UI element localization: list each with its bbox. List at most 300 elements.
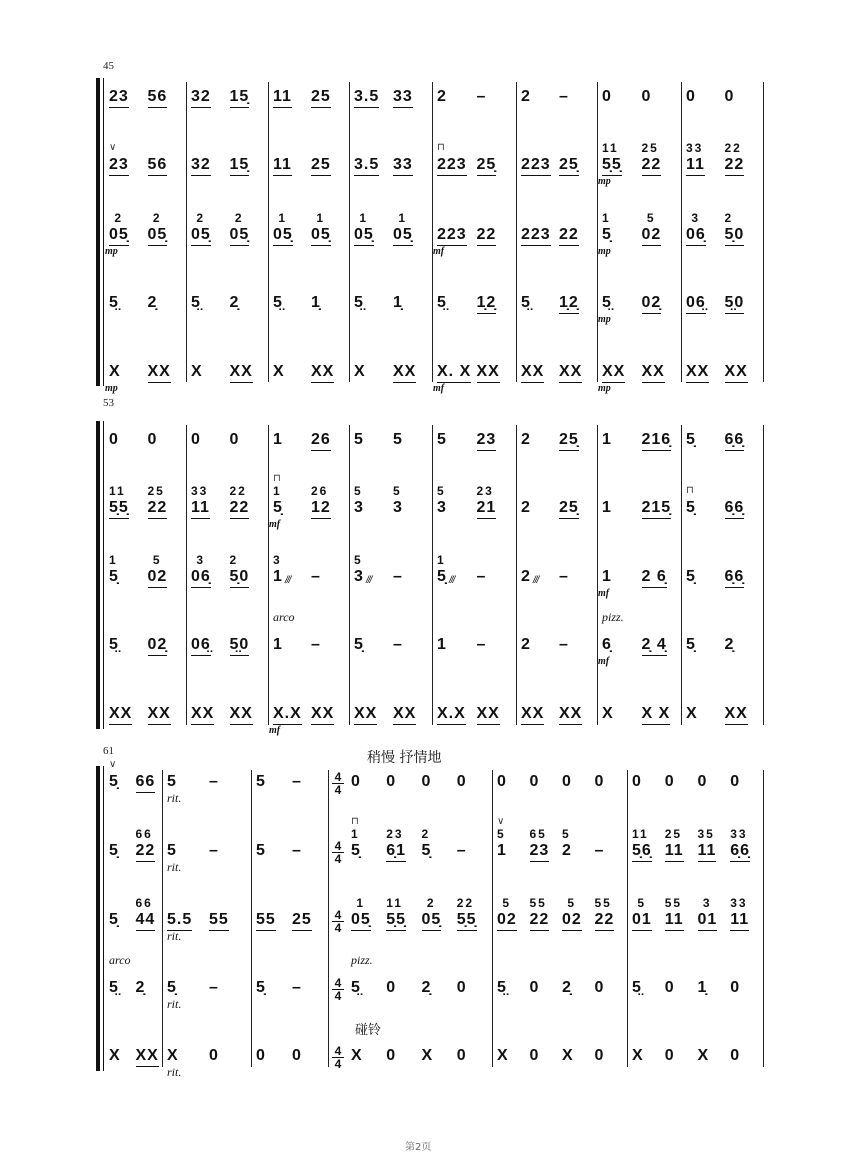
note-group: 05̣: [354, 226, 374, 246]
note-group: 05̣: [351, 911, 371, 931]
chord-upper-notes: 5: [641, 211, 656, 225]
measure-number: 53: [103, 397, 114, 409]
note-group: 5̤: [602, 294, 612, 311]
chord-upper-notes: 22: [724, 141, 742, 155]
chord-upper-notes: 5: [354, 553, 363, 567]
note-group: 0: [386, 979, 397, 996]
page-footer: 第2页: [405, 1142, 432, 1153]
note-group: 15̣: [230, 156, 250, 176]
dynamic-marking: mf: [598, 588, 610, 599]
note-group: 55: [256, 911, 276, 931]
note-group: X: [109, 363, 121, 380]
note-group: X X: [642, 705, 671, 725]
chord-upper-notes: 11: [632, 827, 649, 841]
note-group: X: [273, 363, 285, 380]
barline: [516, 425, 517, 725]
note-group: 0: [147, 431, 158, 448]
note-group: 3: [393, 499, 403, 516]
chord-upper-notes: 1: [393, 211, 408, 225]
note-group: –: [209, 979, 219, 996]
note-group: 1: [602, 568, 612, 585]
chord-upper-notes: 1: [273, 484, 282, 498]
note-group: XX: [311, 363, 334, 383]
note-group: 21: [477, 499, 497, 519]
chord-upper-notes: 3: [697, 896, 712, 910]
instrument-label: 碰铃: [355, 1023, 382, 1038]
note-group: 0: [664, 979, 675, 996]
note-group: 1: [602, 499, 612, 516]
note-group: 1: [602, 431, 612, 448]
bowing-mark: ∨: [109, 142, 117, 153]
dynamic-marking: mf: [433, 383, 445, 394]
barline: [268, 425, 269, 725]
chord-upper-notes: 1: [273, 211, 288, 225]
note-group: 5.5: [167, 911, 192, 931]
dynamic-marking: mp: [598, 314, 611, 325]
note-group: X: [351, 1047, 363, 1064]
ritardando-marking: rit.: [167, 997, 182, 1011]
chord-upper-notes: 5: [497, 827, 506, 841]
barline: [681, 82, 682, 382]
note-group: 5̤: [521, 294, 531, 311]
note-group: –: [209, 773, 219, 790]
note-group: 5̣: [109, 773, 119, 790]
note-group: 55: [209, 911, 229, 931]
note-group: XX: [725, 363, 748, 383]
chord-upper-notes: 23: [386, 827, 404, 841]
note-group: 1̣2̣: [477, 294, 497, 314]
note-group: 22: [559, 226, 579, 246]
note-group: 5̣0: [725, 226, 745, 246]
time-signature: [332, 1045, 344, 1070]
time-sig-denominator: 4: [334, 1057, 342, 1071]
note-group: 5̣0: [230, 568, 250, 588]
note-group: 0: [386, 773, 397, 790]
note-group: XX: [477, 363, 500, 383]
note-group: –: [292, 979, 302, 996]
note-group: –: [559, 568, 569, 585]
chord-upper-notes: 5: [497, 896, 512, 910]
chord-upper-notes: 5: [393, 484, 402, 498]
chord-upper-notes: 5: [147, 553, 162, 567]
note-group: 05̣: [273, 226, 293, 246]
note-group: 01: [632, 911, 652, 931]
note-group: 5̣: [686, 431, 696, 448]
bowing-mark: ∨: [497, 816, 505, 827]
chord-upper-notes: 65: [529, 827, 547, 841]
chord-upper-notes: 33: [730, 896, 748, 910]
barline: [349, 425, 350, 725]
note-group: 5̣5̣: [457, 911, 477, 931]
chord-upper-notes: 5: [562, 896, 577, 910]
note-group: –: [292, 842, 302, 859]
note-group: X: [167, 1047, 179, 1064]
chord-upper-notes: 33: [686, 141, 704, 155]
bowing-mark: ∨: [109, 759, 117, 770]
note-group: –: [476, 568, 487, 585]
note-group: 1̣2̣: [559, 294, 579, 314]
chord-upper-notes: 1: [437, 553, 446, 567]
note-group: 22: [725, 156, 745, 176]
note-group: X: [109, 1047, 121, 1064]
note-group: 5̣: [109, 842, 119, 859]
note-group: 0: [209, 1047, 219, 1064]
note-group: 32: [191, 156, 211, 176]
note-group: 25̣: [559, 156, 579, 176]
note-group: 5̣: [167, 979, 177, 996]
note-group: XX: [311, 705, 334, 725]
bowing-mark: ⊓: [437, 142, 445, 153]
system-bracket-line: [103, 421, 104, 729]
chord-upper-notes: 23: [476, 484, 494, 498]
note-group: 11: [665, 842, 684, 862]
chord-upper-notes: 25: [664, 827, 683, 841]
time-sig-numerator: 4: [332, 977, 344, 990]
note-group: –: [476, 636, 487, 653]
chord-upper-notes: 3: [686, 211, 701, 225]
barline: [186, 82, 187, 382]
chord-upper-notes: 11: [109, 484, 126, 498]
tremolo-mark: ///: [366, 575, 372, 586]
note-group: 215̣: [642, 499, 672, 519]
note-group: 6̣1: [386, 842, 406, 862]
note-group: XX: [148, 705, 171, 725]
note-group: 2: [521, 499, 531, 516]
dynamic-marking: mf: [269, 725, 281, 736]
note-group: 01: [698, 911, 718, 931]
note-group: XX: [109, 705, 132, 725]
note-group: 32: [191, 88, 211, 108]
note-group: 2̣: [229, 294, 240, 311]
note-group: 22: [530, 911, 550, 931]
note-group: 2: [521, 636, 531, 653]
time-signature: [332, 771, 344, 796]
chord-upper-notes: 2: [147, 211, 162, 225]
note-group: 25: [311, 88, 331, 108]
articulation-text: arco: [273, 610, 295, 624]
dynamic-marking: mp: [598, 176, 611, 187]
note-group: 05̣: [191, 226, 211, 246]
chord-upper-notes: 55: [664, 896, 683, 910]
time-sig-denominator: 4: [334, 921, 342, 935]
note-group: 5̤0: [230, 636, 250, 656]
note-group: 5̣: [351, 842, 361, 859]
system-bracket: [96, 78, 100, 386]
note-group: 0: [191, 431, 201, 448]
note-group: 5̤: [273, 294, 283, 311]
barline: [251, 770, 252, 1067]
time-sig-denominator: 4: [334, 852, 342, 866]
note-group: 5: [256, 842, 266, 859]
barline: [349, 82, 350, 382]
note-group: 0: [529, 773, 540, 790]
barline: [516, 82, 517, 382]
note-group: 3: [354, 568, 364, 585]
note-group: 5̣5̣: [109, 499, 129, 519]
note-group: 56: [148, 156, 168, 176]
chord-upper-notes: 2: [421, 896, 436, 910]
note-group: 5̤: [109, 294, 119, 311]
note-group: XX: [230, 363, 253, 383]
note-group: –: [311, 636, 321, 653]
tremolo-mark: ///: [533, 575, 539, 586]
note-group: –: [209, 842, 219, 859]
measure-number: 45: [103, 60, 114, 72]
note-group: 6̣6̣: [725, 499, 745, 519]
note-group: 1: [273, 568, 283, 585]
note-group: –: [393, 568, 403, 585]
note-group: 05̣: [148, 226, 168, 246]
note-group: 5: [256, 773, 266, 790]
note-group: 22: [136, 842, 156, 862]
chord-upper-notes: 5: [354, 484, 363, 498]
chord-upper-notes: 3: [273, 553, 282, 567]
system-bracket: [96, 766, 100, 1071]
dynamic-marking: mp: [598, 383, 611, 394]
note-group: 1: [273, 431, 283, 448]
chord-upper-notes: 26: [311, 484, 329, 498]
note-group: –: [559, 88, 569, 105]
ritardando-marking: rit.: [167, 1065, 182, 1079]
note-group: 0: [697, 773, 708, 790]
note-group: –: [476, 88, 487, 105]
dynamic-marking: mf: [433, 246, 445, 257]
note-group: XX: [602, 363, 625, 383]
chord-upper-notes: 1: [354, 211, 369, 225]
note-group: XX: [230, 705, 253, 725]
note-group: 5̣: [686, 568, 696, 585]
note-group: 1̣: [311, 294, 321, 311]
dynamic-marking: mf: [598, 656, 610, 667]
note-group: X: [354, 363, 366, 380]
barline: [597, 82, 598, 382]
chord-upper-notes: 5: [437, 484, 446, 498]
note-group: 33: [393, 88, 413, 108]
note-group: 3.5: [354, 88, 379, 108]
chord-upper-notes: 1: [351, 827, 360, 841]
note-group: 25: [311, 156, 331, 176]
note-group: 22: [230, 499, 250, 519]
note-group: 0: [594, 773, 605, 790]
note-group: 5̣: [686, 636, 696, 653]
barline: [432, 425, 433, 725]
note-group: 26: [311, 431, 331, 451]
time-signature: [332, 840, 344, 865]
note-group: XX: [477, 705, 500, 725]
note-group: 0: [730, 1047, 741, 1064]
note-group: 5̣5̣: [386, 911, 406, 931]
note-group: 0: [594, 1047, 605, 1064]
note-group: 216̣: [642, 431, 672, 451]
note-group: 5̤: [497, 979, 507, 996]
chord-upper-notes: 33: [191, 484, 209, 498]
note-group: 0: [730, 773, 741, 790]
note-group: 02: [148, 568, 168, 588]
note-group: 22: [148, 499, 168, 519]
note-group: –: [594, 842, 605, 859]
note-group: 11: [273, 156, 292, 176]
note-group: 2: [437, 88, 447, 105]
note-group: 05̣: [230, 226, 250, 246]
time-sig-denominator: 4: [334, 783, 342, 797]
chord-upper-notes: 3: [191, 553, 206, 567]
note-group: 6̣6̣: [725, 431, 745, 451]
note-group: 2: [562, 842, 572, 859]
note-group: 11: [191, 499, 210, 519]
note-group: 0: [730, 979, 741, 996]
note-group: X: [497, 1047, 509, 1064]
barline: [186, 425, 187, 725]
note-group: 0: [724, 88, 735, 105]
chord-upper-notes: 1: [311, 211, 326, 225]
note-group: 6̣: [602, 636, 612, 653]
note-group: 06̤: [191, 636, 211, 656]
note-group: 11: [273, 88, 292, 108]
note-group: 23: [477, 431, 497, 451]
note-group: 02̣: [148, 636, 168, 656]
note-group: 5̣5̣: [602, 156, 622, 176]
note-group: 5: [393, 431, 403, 448]
note-group: 5̤: [354, 294, 364, 311]
note-group: 25̣: [477, 156, 497, 176]
note-group: 02̣: [642, 294, 662, 314]
note-group: 5̤: [351, 979, 361, 996]
note-group: 223: [521, 156, 551, 176]
time-sig-denominator: 4: [334, 989, 342, 1003]
note-group: XX: [521, 705, 544, 725]
dynamic-marking: mp: [105, 383, 118, 394]
note-group: 223: [437, 156, 467, 176]
ritardando-marking: rit.: [167, 791, 182, 805]
note-group: 5: [167, 842, 177, 859]
note-group: 1: [497, 842, 507, 859]
bowing-mark: ⊓: [273, 473, 281, 484]
chord-upper-notes: 25: [641, 141, 659, 155]
barline: [681, 425, 682, 725]
note-group: XX: [393, 363, 416, 383]
note-group: 66: [136, 773, 156, 793]
note-group: XX: [642, 363, 665, 383]
note-group: 2̣: [147, 294, 158, 311]
note-group: 11: [686, 156, 705, 176]
note-group: 05̣: [109, 226, 129, 246]
note-group: X. X: [437, 363, 471, 383]
chord-upper-notes: 2: [421, 827, 431, 841]
tempo-marking: 稍慢 抒情地: [367, 750, 442, 766]
note-group: 2: [521, 431, 531, 448]
note-group: 5̣: [686, 499, 696, 516]
note-group: 1: [273, 636, 283, 653]
note-group: 223: [521, 226, 551, 246]
chord-upper-notes: 2: [191, 211, 206, 225]
chord-upper-notes: 66: [135, 896, 153, 910]
note-group: –: [559, 636, 569, 653]
note-group: 2̣: [135, 979, 146, 996]
note-group: 5̣: [273, 499, 283, 516]
note-group: 22: [595, 911, 615, 931]
note-group: 5̤: [191, 294, 201, 311]
note-group: 0: [109, 431, 119, 448]
note-group: –: [292, 773, 302, 790]
note-group: 0: [456, 1047, 467, 1064]
time-signature: [332, 977, 344, 1002]
note-group: XX: [559, 705, 582, 725]
note-group: 22: [642, 156, 662, 176]
time-sig-numerator: 4: [332, 840, 344, 853]
note-group: –: [393, 636, 403, 653]
note-group: 5̣: [256, 979, 266, 996]
note-group: 56: [148, 88, 168, 108]
note-group: X: [697, 1047, 710, 1064]
note-group: 05̣: [422, 911, 442, 931]
chord-upper-notes: 55: [594, 896, 612, 910]
note-group: 5̣: [421, 842, 432, 859]
note-group: XX: [393, 705, 416, 725]
note-group: 0: [456, 773, 467, 790]
note-group: 223: [437, 226, 467, 246]
barline: [328, 770, 329, 1067]
chord-upper-notes: 1: [602, 211, 611, 225]
chord-upper-notes: 2: [109, 211, 124, 225]
note-group: 33: [393, 156, 413, 176]
bowing-mark: ⊓: [686, 485, 694, 496]
note-group: 1̣: [697, 979, 708, 996]
note-group: 15̣: [230, 88, 250, 108]
note-group: XX: [686, 363, 709, 383]
dynamic-marking: mp: [105, 246, 118, 257]
note-group: 25̣: [559, 499, 579, 519]
articulation-text: arco: [109, 953, 131, 967]
note-group: 02: [562, 911, 582, 931]
note-group: X.X: [273, 705, 302, 725]
note-group: 2 6̣: [642, 568, 667, 588]
note-group: 23: [530, 842, 550, 862]
barline: [432, 82, 433, 382]
chord-upper-notes: 11: [386, 896, 403, 910]
time-sig-numerator: 4: [332, 771, 344, 784]
note-group: 0: [497, 773, 507, 790]
chord-upper-notes: 5: [562, 827, 571, 841]
barline: [627, 770, 628, 1067]
note-group: XX: [725, 705, 748, 725]
note-group: 0: [529, 1047, 540, 1064]
note-group: 2: [521, 568, 531, 585]
note-group: 2̣: [421, 979, 432, 996]
note-group: 06̣: [191, 568, 211, 588]
measure-number: 61: [103, 745, 114, 757]
note-group: 2̣ 4̣: [642, 636, 667, 656]
note-group: 25: [292, 911, 312, 931]
chord-upper-notes: 25: [147, 484, 165, 498]
barline: [763, 82, 764, 382]
time-sig-numerator: 4: [332, 1045, 344, 1058]
chord-upper-notes: 11: [602, 141, 619, 155]
note-group: 5̣: [109, 911, 119, 928]
note-group: 1: [437, 636, 447, 653]
note-group: XX: [148, 363, 171, 383]
note-group: 23: [109, 88, 129, 108]
note-group: 25̣: [559, 431, 579, 451]
note-group: 2̣: [562, 979, 572, 996]
note-group: 2̣: [724, 636, 735, 653]
note-group: 0: [594, 979, 605, 996]
ritardando-marking: rit.: [167, 860, 182, 874]
note-group: X: [632, 1047, 644, 1064]
note-group: 5̤: [109, 979, 119, 996]
note-group: X.X: [437, 705, 466, 725]
note-group: 11: [698, 842, 717, 862]
note-group: 0: [229, 431, 240, 448]
